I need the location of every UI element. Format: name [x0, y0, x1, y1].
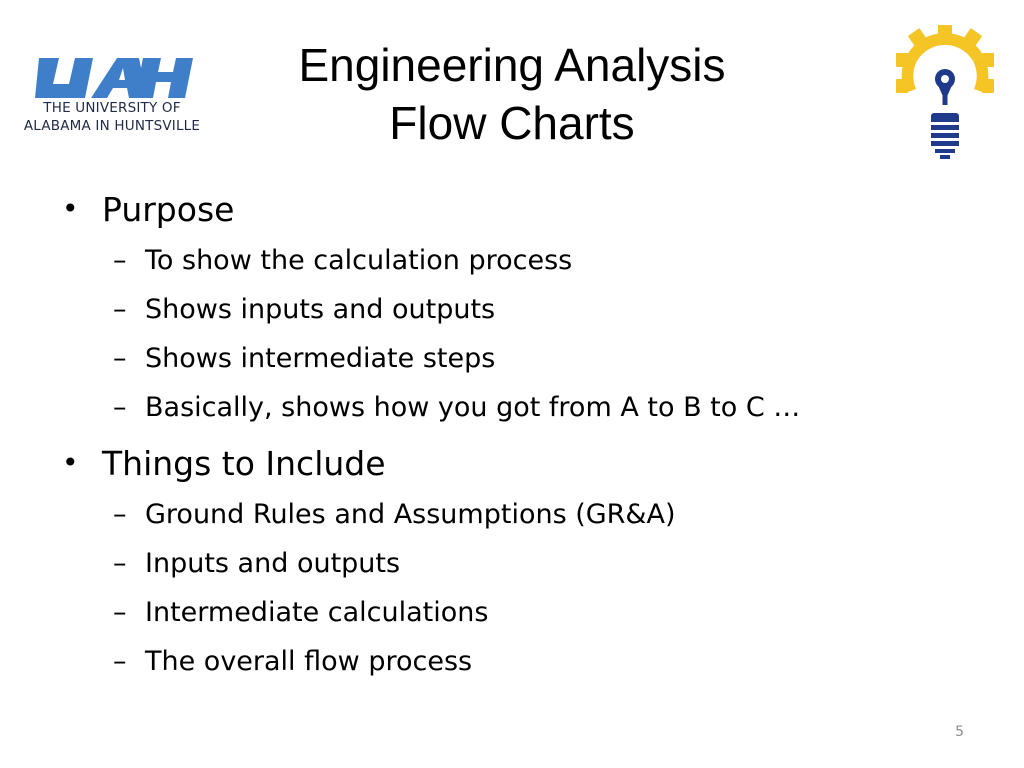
- sub-bullet-marker: –: [113, 343, 127, 374]
- sub-bullet-text: Basically, shows how you got from A to B to C …: [145, 392, 801, 423]
- sub-bullet-text: Inputs and outputs: [145, 548, 401, 579]
- sub-bullet-text: Intermediate calculations: [145, 597, 489, 628]
- sub-bullet-marker: –: [113, 245, 127, 276]
- logo-text-line2: ALABAMA IN HUNTSVILLE: [23, 118, 201, 134]
- sub-bullet-text: To show the calculation process: [145, 245, 573, 276]
- sub-bullet-marker: –: [113, 548, 127, 579]
- sub-bullet-text: The overall flow process: [145, 646, 473, 677]
- bullet-text: Things to Include: [102, 444, 386, 483]
- logo-text-line1: THE UNIVERSITY OF: [43, 100, 181, 116]
- sub-bullet-marker: –: [113, 499, 127, 530]
- sub-bullet-marker: –: [113, 646, 127, 677]
- sub-bullet-text: Shows intermediate steps: [145, 343, 496, 374]
- sub-bullet-marker: –: [113, 597, 127, 628]
- slide-title-line2: Flow Charts: [389, 97, 635, 149]
- bullet-marker: •: [62, 192, 79, 225]
- slide-title-line1: Engineering Analysis: [298, 39, 726, 91]
- sub-bullet-text: Ground Rules and Assumptions (GR&A): [145, 499, 676, 530]
- sub-bullet-marker: –: [113, 294, 127, 325]
- bullet-marker: •: [62, 446, 79, 479]
- bullet-text: Purpose: [102, 190, 235, 229]
- sub-bullet-marker: –: [113, 392, 127, 423]
- sub-bullet-text: Shows inputs and outputs: [145, 294, 496, 325]
- page-number: 5: [955, 724, 964, 740]
